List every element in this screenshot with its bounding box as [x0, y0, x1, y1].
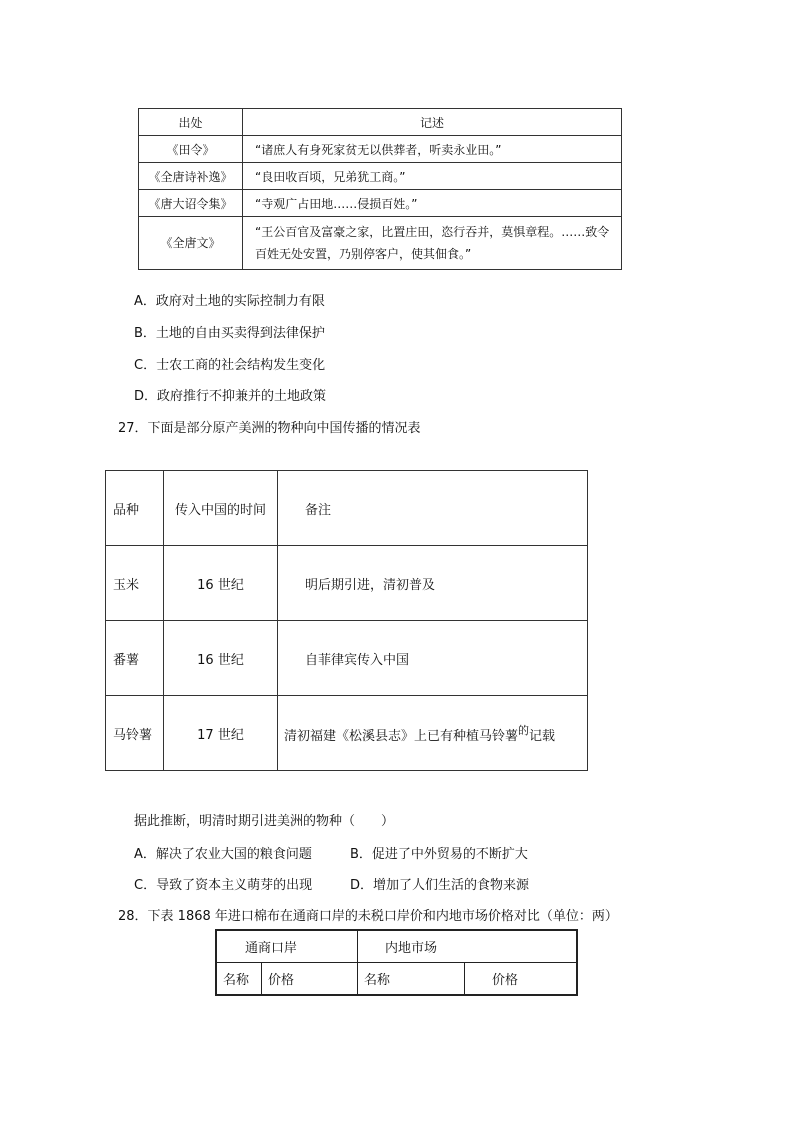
- subheader-name: 名称: [358, 963, 465, 996]
- q26-option-d: D．政府推行不抑兼并的土地政策: [134, 389, 327, 404]
- q27-option-d: D．增加了人们生活的食物来源: [350, 878, 530, 893]
- species-cell: 马铃薯: [106, 696, 164, 771]
- species-cell: 番薯: [106, 621, 164, 696]
- table-row: [106, 546, 588, 621]
- q27-stem: 27．下面是部分原产美洲的物种向中国传播的情况表: [118, 421, 421, 436]
- sources-table: [138, 108, 622, 270]
- record-cell: “王公百官及富豪之家，比置庄田，恣行吞并，莫惧章程。……致令百姓无处安置，乃别停客户，使其佃食。”: [243, 217, 622, 270]
- table-row: [139, 136, 622, 163]
- header-note: 备注: [278, 471, 588, 546]
- note-cell: 明后期引进，清初普及: [278, 546, 588, 621]
- note-main: 清初福建《松溪县志》上已有种植马铃薯: [284, 729, 519, 744]
- header-time: 传入中国的时间: [164, 471, 278, 546]
- header-source: 出处: [139, 109, 243, 136]
- record-cell: “诸庶人有身死家贫无以供葬者，听卖永业田。”: [243, 136, 622, 163]
- species-cell: 玉米: [106, 546, 164, 621]
- record-cell: “寺观广占田地……侵损百姓。”: [243, 190, 622, 217]
- subheader-name: 名称: [216, 963, 262, 996]
- time-cell: 16 世纪: [164, 621, 278, 696]
- q27-option-b: B．促进了中外贸易的不断扩大: [350, 847, 528, 862]
- q27-option-c: C．导致了资本主义萌芽的出现: [134, 878, 313, 893]
- table-row: [139, 163, 622, 190]
- note-sup: 的: [518, 724, 530, 737]
- q28-stem: 28．下表 1868 年进口棉布在通商口岸的未税口岸价和内地市场价格对比（单位：两）: [118, 909, 618, 924]
- note-tail: 记载: [529, 729, 556, 744]
- q26-option-b: B．土地的自由买卖得到法律保护: [134, 326, 325, 341]
- note-cell: 自菲律宾传入中国: [278, 621, 588, 696]
- source-cell: 《唐大诏令集》: [139, 190, 243, 217]
- table-header-row: [106, 471, 588, 546]
- table-header-row: [216, 930, 577, 963]
- subheader-price: 价格: [465, 963, 578, 996]
- q26-option-c: C．士农工商的社会结构发生变化: [134, 358, 326, 373]
- note-cell: [278, 696, 588, 771]
- source-cell: 《全唐文》: [139, 217, 243, 270]
- header-record: 记述: [243, 109, 622, 136]
- table-header-row: [139, 109, 622, 136]
- record-cell: “良田收百顷，兄弟犹工商。”: [243, 163, 622, 190]
- source-cell: 《全唐诗补逸》: [139, 163, 243, 190]
- header-inland: 内地市场: [358, 930, 578, 963]
- q26-option-a: A．政府对土地的实际控制力有限: [134, 294, 325, 309]
- q27-prompt: 据此推断，明清时期引进美洲的物种（ ）: [134, 814, 395, 829]
- q27-option-a: A．解决了农业大国的粮食问题: [134, 847, 312, 862]
- table-row: [139, 217, 622, 270]
- time-cell: 17 世纪: [164, 696, 278, 771]
- table-subheader-row: [216, 963, 577, 996]
- table-row: [106, 621, 588, 696]
- source-cell: 《田令》: [139, 136, 243, 163]
- header-species: 品种: [106, 471, 164, 546]
- header-port: 通商口岸: [216, 930, 358, 963]
- table-row: [139, 190, 622, 217]
- time-cell: 16 世纪: [164, 546, 278, 621]
- price-table: [215, 929, 578, 996]
- table-row: [106, 696, 588, 771]
- species-table: [105, 470, 588, 771]
- subheader-price: 价格: [262, 963, 358, 996]
